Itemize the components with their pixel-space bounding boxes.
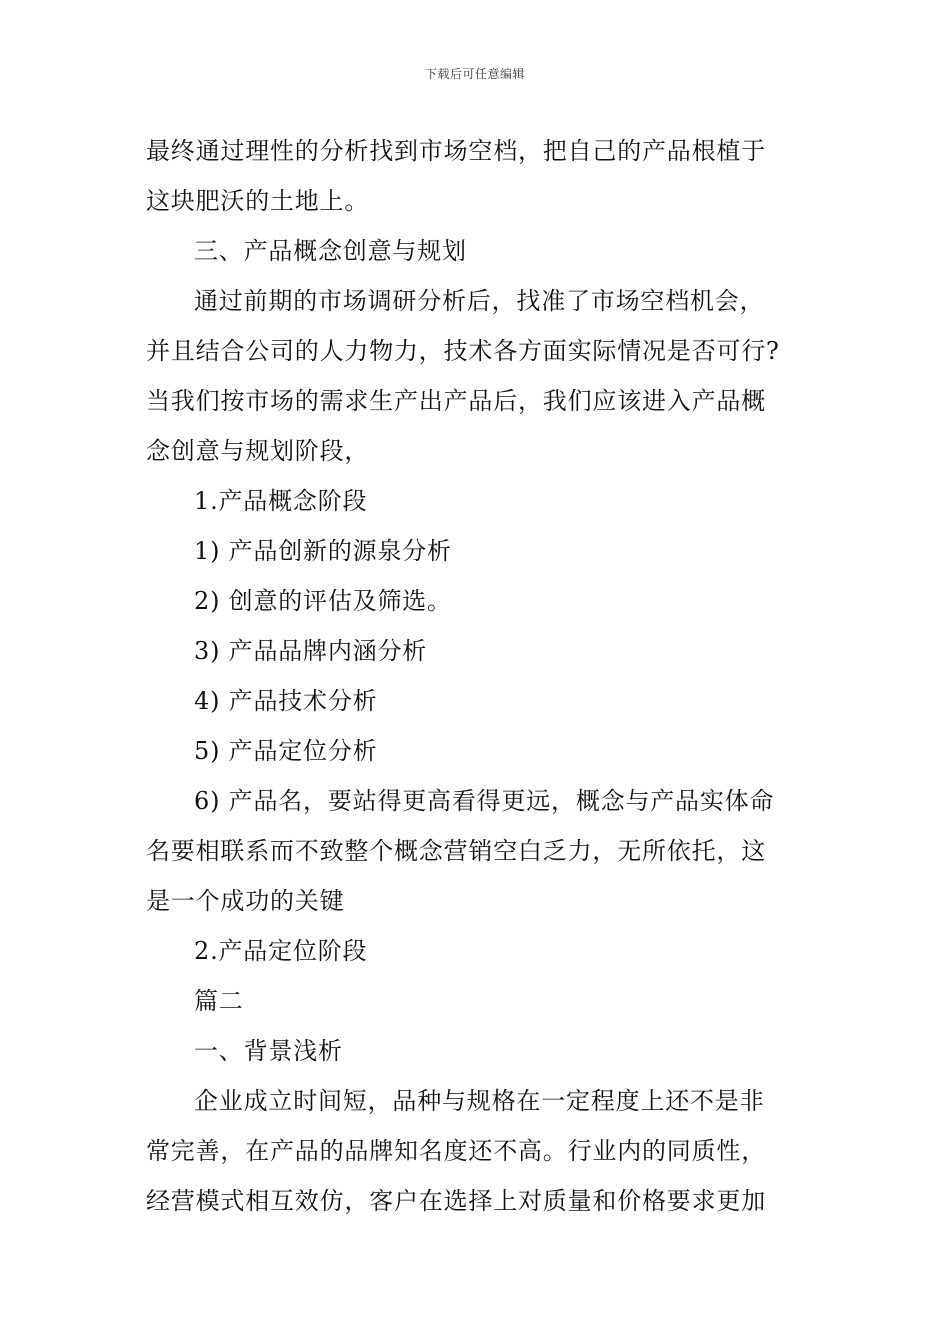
list-item: 2) 创意的评估及筛选。 — [194, 587, 452, 615]
list-item: 1) 产品创新的源泉分析 — [194, 537, 452, 565]
chapter-heading: 篇二 — [194, 987, 244, 1015]
text-line: 通过前期的市场调研分析后，找准了市场空档机会， — [194, 287, 765, 315]
text-line: 当我们按市场的需求生产出产品后，我们应该进入产品概 — [146, 387, 766, 415]
section-heading: 一、背景浅析 — [194, 1037, 343, 1065]
text-line: 最终通过理性的分析找到市场空档，把自己的产品根植于 — [146, 137, 766, 165]
subsection-heading: 2.产品定位阶段 — [194, 937, 368, 965]
list-item: 3) 产品品牌内涵分析 — [194, 637, 428, 665]
text-line: 并且结合公司的人力物力，技术各方面实际情况是否可行? — [146, 337, 780, 365]
section-heading: 三、产品概念创意与规划 — [194, 237, 467, 265]
text-line: 念创意与规划阶段， — [146, 437, 370, 465]
list-item: 5) 产品定位分析 — [194, 737, 378, 765]
page-header: 下载后可任意编辑 — [424, 67, 525, 81]
document-body — [146, 128, 810, 1228]
text-line: 这块肥沃的土地上。 — [146, 187, 370, 215]
text-line: 经营模式相互效仿，客户在选择上对质量和价格要求更加 — [146, 1187, 766, 1215]
list-item: 4) 产品技术分析 — [194, 687, 378, 715]
text-line: 常完善，在产品的品牌知名度还不高。行业内的同质性， — [146, 1137, 766, 1165]
text-line: 名要相联系而不致整个概念营销空白乏力，无所依托，这 — [146, 837, 766, 865]
list-item: 6) 产品名，要站得更高看得更远，概念与产品实体命 — [194, 787, 775, 815]
subsection-heading: 1.产品概念阶段 — [194, 487, 368, 515]
text-line: 是一个成功的关键 — [146, 887, 345, 915]
text-line: 企业成立时间短，品种与规格在一定程度上还不是非 — [194, 1087, 765, 1115]
